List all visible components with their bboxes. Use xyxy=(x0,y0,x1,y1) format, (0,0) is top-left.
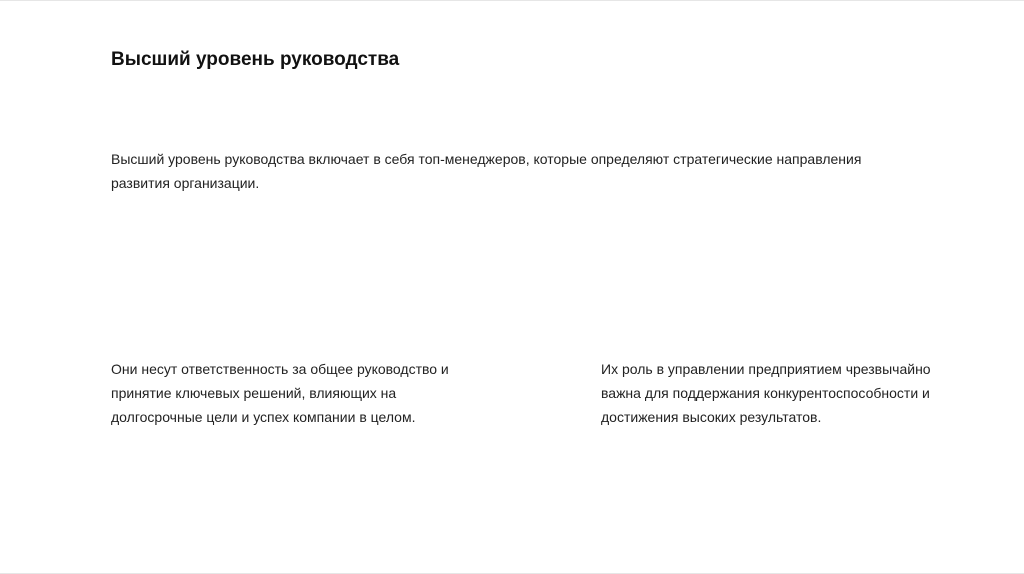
slide-title: Высший уровень руководства xyxy=(111,49,400,70)
right-column-paragraph: Их роль в управлении предприятием чрезвычайно важна для поддержания конкурентоспособности и достижения высоких результатов. xyxy=(601,361,931,425)
intro-paragraph: Высший уровень руководства включает в себя топ-менеджеров, которые определяют стратегические направления развития организации. xyxy=(111,151,862,191)
left-column-paragraph: Они несут ответственность за общее руководство и принятие ключевых решений, влияющих на долгосрочные цели и успех компании в целом. xyxy=(111,361,449,425)
